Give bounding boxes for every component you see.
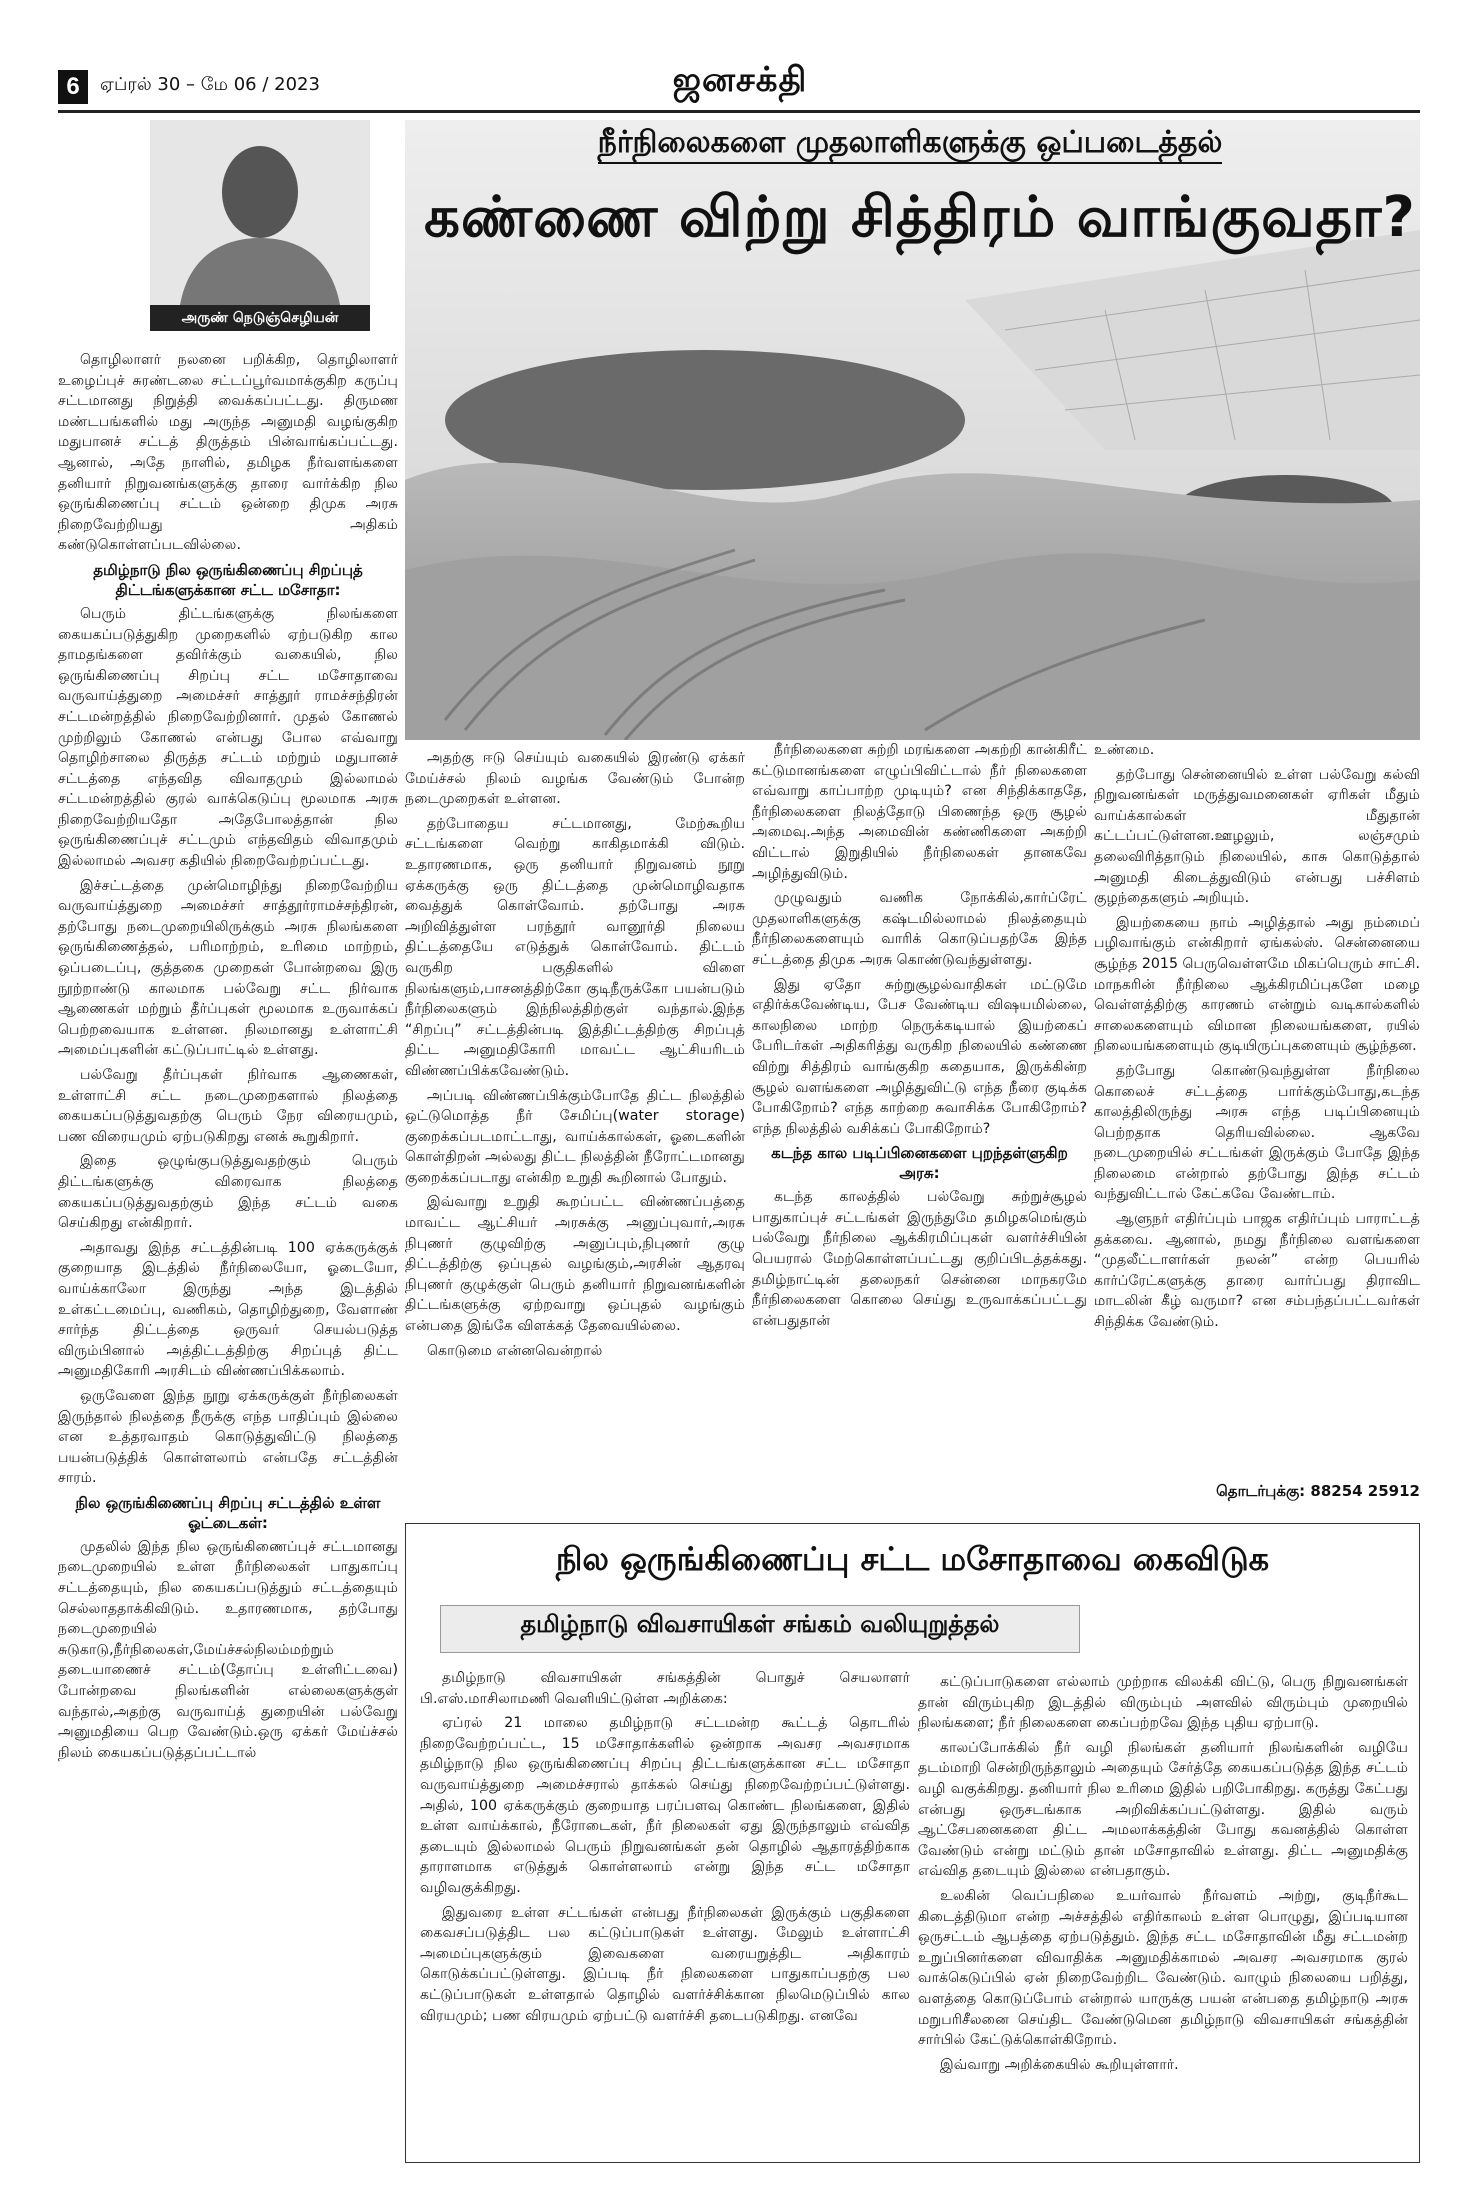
paragraph: முழுவதும் வணிக நோக்கில்,கார்ப்ரேட் முதலாளிகளுக்கு கஷ்டமில்லாமல் நிலத்தையும் நீர்நிலைகளையும் வாரிக் கொடுப்பதற்கே இந்த சட்டத்தை திமுக அரசு கொண்டுவந்துள்ளது. [752,890,1087,968]
sidebar-article-headline: நில ஒருங்கிணைப்பு சட்ட மசோதாவை கைவிடுக [555,1540,1270,1578]
paragraph: தற்போதைய சட்டமானது, மேற்கூறிய சட்டங்களை வெற்று காகிதமாக்கி விடும். உதாரணமாக, ஒரு தனியார் நிறுவனம் நூறு ஏக்கருக்கு ஒரு திட்டத்தை முன்மொழிவதாக வைத்துக் கொள்வோம். தற்போது அரசு அறிவித்துள்ள பரந்தூர் வானூர்தி நிலைய திட்டத்தையே எடுத்துக் கொள்வோம். திட்டம் வருகிற பகுதிகளில் விளை நிலங்களும்,பாசனத்திற்கோ குடிநீருக்கோ பயன்படும் நீர்நிலைகளும் இந்நிலத்திற்குள் வந்தால்.இந்த “சிறப்பு” சட்டத்தின்படி இத்திட்டத்திற்கு சிறப்புத் திட்ட அனுமதிகோரி மாவட்ட ஆட்சியரிடம் விண்ணப்பிக்கவேண்டும். [405,815,745,1079]
paragraph: அதாவது இந்த சட்டத்தின்படி 100 ஏக்கருக்குக் குறையாத இடத்தில் நீர்நிலையோ, ஓடையோ, வாய்க்காலோ இருந்து அந்த இடத்தில் உள்கட்டமைப்பு, வணிகம், தொழிற்துறை, வேளாண் சார்ந்த திட்டத்தை ஒருவர் செயல்படுத்த விரும்பினால் அத்திட்டத்திற்கு சிறப்புத் திட்ட அனுமதிகோரி அரசிடம் விண்ணப்பிக்கலாம். [58,1239,398,1380]
paragraph: கட்டுப்பாடுகளை எல்லாம் முற்றாக விலக்கி விட்டு, பெரு நிறுவனங்கள் தான் விரும்புகிற இடத்தில் விரும்பும் அளவில் விரும்பும் முறையில் நிலங்களை; நீர் நிலைகளை கைப்பற்றவே இந்த புதிய ஏற்பாடு. [918,1674,1408,1732]
paragraph: இயற்கையை நாம் அழித்தால் அது நம்மைப் பழிவாங்கும் என்கிறார் ஏங்கல்ஸ். சென்னையை சூழ்ந்த 2015 பெருவெள்ளமே மிகப்பெரும் சாட்சி. மாநகரின் நீர்நிலை ஆக்கிரமிப்புகளே மழை வெள்ளத்திற்கு காரணம் என்றும் வடிகால்களில் சாலைகளையும் விமான நிலையங்களை, ரயில் நிலையங்களையும் குடியிருப்புகளையும் சூழ்ந்தன. [1094,914,1420,1055]
sidebar-article-column-1 [420,1668,910,2156]
article-column-4 [1094,740,1420,1480]
paragraph: ஏப்ரல் 21 மாலை தமிழ்நாடு சட்டமன்ற கூட்டத் தொடரில் நிறைவேற்றப்பட்ட, 15 மசோதாக்களில் ஒன்றாக அவசர அவசரமாக தமிழ்நாடு நில ஒருங்கிணைப்பு சிறப்பு திட்டங்களுக்கான சட்ட மசோதா வருவாய்த்துறை அமைச்சரால் தாக்கல் செய்து நிறைவேற்றப்பட்டுள்ளது. அதில், 100 ஏக்கருக்கும் குறையாத பரப்பளவு கொண்ட நிலங்களை, இதில் உள்ள வாய்க்கால், நீரோடைகள், நீர் நிலைகள் ஏது இருந்தாலும் எவ்வித தடையும் இல்லாமல் பெரும் நிறுவனங்கள் தன் தொழில் ஆதாரத்திற்காக தாராளமாக எடுத்துக் கொள்ளலாம் என்று இந்த சட்ட மசோதா வழிவகுக்கிறது. [420,1715,910,1896]
paragraph: தொழிலாளர் நலனை பறிக்கிற, தொழிலாளர் உழைப்புச் சுரண்டலை சட்டப்பூர்வமாக்குகிற கருப்பு சட்டமானது நிறுத்தி வைக்கப்பட்டது. திருமண மண்டபங்களில் மது அருந்த அனுமதி வழங்குகிற மதுபானச் சட்டத் திருத்தம் பின்வாங்கப்பட்டது. ஆனால், அதே நாளில், தமிழக நீர்வளங்களை தனியார் நிறுவனங்களுக்கு தாரை வார்க்கிற நில ஒருங்கிணைப்பு சட்டம் ஒன்றை திமுக அரசு நிறைவேற்றியது அதிகம் கண்டுகொள்ளப்படவில்லை. [58,352,398,554]
author-name: அருண் நெடுஞ்செழியன் [150,305,370,331]
paragraph: அப்படி விண்ணப்பிக்கும்போதே திட்ட நிலத்தில் ஒட்டுமொத்த நீர் சேமிப்பு(water storage) குறைக்கப்படமாட்டாது, வாய்க்கால்கள், ஓடைகளின் கொள்திறன் அல்லது திட்ட நிலத்தின் நீரோட்டமானது குறைக்கப்படாது என்கிற உறுதி கூறினால் போதும். [405,1087,745,1186]
kicker-text: நீர்நிலைகளை முதலாளிகளுக்கு ஒப்படைத்தல் [598,125,1223,164]
article-column-1 [58,350,398,2150]
paragraph: அதற்கு ஈடு செய்யும் வகையில் இரண்டு ஏக்கர் மேய்ச்சல் நிலம் வழங்க வேண்டும் போன்ற நடைமுறைகள் உள்ளன. [405,750,745,808]
paragraph: தற்போது சென்னையில் உள்ள பல்வேறு கல்வி நிறுவனங்கள் மருத்துவமனைகள் ஏரிகள் மீதும் வாய்க்கால்கள் மீதுதான் கட்டப்பட்டுள்ளன.ஊழலும், லஞ்சமும் தலைவிரித்தாடும் நிலையில், காசு கொடுத்தால் அனுமதி கிடைத்துவிடும் என்பது பச்சிளம் குழந்தைகளும் அறியும். [1094,766,1420,907]
header-divider [58,110,1420,113]
sidebar-article-subheadline: தமிழ்நாடு விவசாயிகள் சங்கம் வலியுறுத்தல் [520,1610,1000,1638]
author-photo [150,120,370,305]
section-subhead: தமிழ்நாடு நில ஒருங்கிணைப்பு சிறப்புத் திட்டங்களுக்கான சட்ட மசோதா: [93,560,363,599]
paragraph: தற்போது கொண்டுவந்துள்ள நீர்நிலை கொலைச் சட்டத்தை பார்க்கும்போது,கடந்த காலத்திலிருந்து அரசு எந்த படிப்பினையும் பெற்றதாக தெரியவில்லை. ஆகவே நடைமுறையில் சட்டங்கள் இருக்கும் போதே இந்த நிலைமை என்றால் தற்போது இந்த சட்டம் வந்துவிட்டால் கேட்கவே வேண்டாம். [1094,1062,1420,1203]
author-contact: தொடர்புக்கு: 88254 25912 [1216,1482,1420,1500]
paragraph: ஒருவேளை இந்த நூறு ஏக்கருக்குள் நீர்நிலைகள் இருந்தால் நிலத்தை நீருக்கு எந்த பாதிப்பும் இல்லை என உத்தரவாதம் கொடுத்துவிட்டு நிலத்தை பயன்படுத்திக் கொள்ளலாம் என்பதே சட்டத்தின் சாரம். [58,1387,398,1487]
section-subhead: கடந்த கால படிப்பினைகளை புறந்தள்ளுகிற அரசு: [771,1144,1068,1183]
sidebar-article-column-2 [918,1672,1408,2156]
paragraph: நீர்நிலைகளை சுற்றி மரங்களை அகற்றி கான்கிரீட் கட்டுமானங்களை எழுப்பிவிட்டால் நீர் நிலைகளை எவ்வாறு காப்பாற்ற முடியும்? என சிந்திக்காததே, நீர்நிலைகளை நிலத்தோடு பிணைந்த ஒரு சூழல் அமைவு.அந்த அமைவின் கண்ணிகளை அகற்றி விட்டால் இறுதியில் நீர்நிலைகள் தானகவே அழிந்துவிடும். [752,742,1087,882]
masthead-title: ஜனசக்தி [672,60,808,100]
paragraph: பல்வேறு தீர்ப்புகள் நிர்வாக ஆணைகள், உள்ளாட்சி சட்ட நடைமுறைகளால் நிலத்தை கையகப்படுத்துவதற்கு பெரும் நேர விரையமும், பண விரையமும் ஏற்படுகிறது எனக் கூறுகிறார். [58,1067,398,1145]
paragraph: பெரும் திட்டங்களுக்கு நிலங்களை கையகப்படுத்துகிற முறைகளில் ஏற்படுகிற கால தாமதங்களை தவிர்க்கும் வகையில், நில ஒருங்கிணைப்பு சிறப்பு சட்ட மசோதாவை வருவாய்த்துறை அமைச்சர் சாத்தூர் ராமச்சந்திரன் சட்டமன்றத்தில் நிறைவேற்றினார். முதல் கோணல் முற்றிலும் கோணல் என்பது போல எவ்வாறு தொழிற்சாலை திருத்த சட்டம் மற்றும் மதுபானச் சட்டத்தை எந்தவித விவாதமும் இல்லாமல் சட்டமன்றத்தில் குரல் வாக்கெடுப்பு மூலமாக அரசு நிறைவேற்றியதோ அதேபோலத்தான் நில ஒருங்கிணைப்புச் சட்டமும் எந்தவிதம் விவாதமும் இல்லாமல் அவசர கதியில் நிறைவேற்றப்பட்டது. [58,605,398,870]
paragraph: கடந்த காலத்தில் பல்வேறு சுற்றுச்சூழல் பாதுகாப்புச் சட்டங்கள் இருந்துமே தமிழகமெங்கும் பல்வேறு நீர்நிலை ஆக்கிரமிப்புகள் வளர்ச்சியின் பெயரால் மேற்கொள்ளப்பட்டது குறிப்பிடத்தக்கது. தமிழ்நாட்டின் தலைநகர் சென்னை மாநகரமே நீர்நிலைகளை கொலை செய்து உருவாக்கப்பட்டது என்பதுதான் [752,1189,1087,1329]
paragraph: கொடுமை என்னவென்றால் [427,1342,603,1359]
paragraph: உண்மை. [1094,742,1155,758]
paragraph: காலப்போக்கில் நீர் வழி நிலங்கள் தனியார் நிலங்களின் வழியே தடம்மாறி சென்றிருந்தாலும் அதையும் சேர்த்தே கையகப்படுத்த இந்த சட்டம் வழி வகுக்கிறது. தனியார் நில உரிமை இதில் பறிபோகிறது. கருத்து கேட்பது என்பது ஒருசடங்காக அறிவிக்கப்பட்டுள்ளது. இதில் வரும் ஆட்சேபனைகளை திட்ட அமலாக்கத்தின் போது கவனத்தில் கொள்ள வேண்டும் என்று மட்டும் தான் மசோதாவில் உள்ளது. திட்ட அனுமதிக்கு எவ்வித தடையும் இல்லை என்பதாகும். [918,1739,1408,1880]
issue-date: ஏப்ரல் 30 – மே 06 / 2023 [100,74,320,95]
paragraph: இது ஏதோ சுற்றுசூழல்வாதிகள் மட்டுமே எதிர்க்கவேண்டிய, பேச வேண்டிய விஷயமில்லை, காலநிலை மாற்ற நெருக்கடியால் இயற்கைப் பேரிடர்கள் அதிகரித்து வருகிற நிலையில் கண்ணை விற்று சித்திரம் வாங்குகிற கதையாக, இருக்கின்ற சூழல் வளங்களை அழித்துவிட்டு எந்த நீரை குடிக்க போகிறோம்? எந்த காற்றை சுவாசிக்க போகிறோம்? எந்த நிலத்தில் வசிக்கப் போகிறோம்? [752,976,1087,1137]
paragraph: இவ்வாறு உறுதி கூறப்பட்ட விண்ணப்பத்தை மாவட்ட ஆட்சியர் அரசுக்கு அனுப்புவார்,அரசு நிபுணர் குழுவிற்கு அனுப்பும்,நிபுணர் குழு திட்டத்திற்கு ஒப்புதல் வழங்கும்,அரசின் ஆதரவு நிபுணர் குழுக்குள் பெரும் தனியார் நிறுவனங்களின் திட்டங்களுக்கு ஏற்றவாறு ஒப்புதல் வழங்கும் என்பதை இங்கே விளக்கத் தேவையில்லை. [405,1194,745,1335]
paragraph: முதலில் இந்த நில ஒருங்கிணைப்புச் சட்டமானது நடைமுறையில் உள்ள நீர்நிலைகள் பாதுகாப்பு சட்டத்தையும், நில கையகப்படுத்தும் சட்டத்தையும் செல்லாததாக்கிவிடும். உதாரணமாக, தற்போது நடைமுறையில் சுடுகாடு,நீர்நிலைகள்,மேய்ச்சல்நிலம்மற்றும் தடையாணைச் சட்டம்(தோப்பு உள்ளிட்டவை) போன்றவை நிலங்களின் எல்லைகளுக்குள் வந்தால்,அதற்கு வருவாய்த் துறையின் பல்வேறு அனுமதியை பெற வேண்டும்.ஒரு ஏக்கர் மேய்ச்சல் நிலம் கையகப்படுத்தப்பட்டால் [58,1538,398,1761]
page-number: 6 [58,70,88,104]
main-headline: கண்ணை விற்று சித்திரம் வாங்குவதா? [424,185,1416,250]
section-subhead: நில ஒருங்கிணைப்பு சிறப்பு சட்டத்தில் உள்ள ஓட்டைகள்: [75,1493,381,1532]
article-column-2 [405,748,745,1518]
article-column-3 [752,740,1087,1520]
paragraph: ஆளுநர் எதிர்ப்பும் பாஜக எதிர்ப்பும் பாராட்டத் தக்கவை. ஆனால், நமது நீர்நிலை வளங்களை “முதலீட்டாளர்கள் நலன்” என்ற பெயரில் கார்ப்ரேட்களுக்கு தாரை வார்ப்பது திராவிட மாடலின் கீழ் வருமா? என சம்பந்தப்பட்டவர்கள் சிந்திக்க வேண்டும். [1094,1211,1420,1331]
headline-kicker [480,125,1340,164]
paragraph: இவ்வாறு அறிக்கையில் கூறியுள்ளார். [940,2056,1179,2073]
paragraph: உலகின் வெப்பநிலை உயர்வால் நீர்வளம் அற்று, குடிநீர்கூட கிடைத்திடுமா என்ற அச்சத்தில் எதிர்காலம் உள்ள பொழுது, இப்படியான ஒருசட்டம் ஆபத்தை ஏற்படுத்தும். இந்த சட்ட மசோதாவின் மீது சட்டமன்ற உறுப்பினர்களை விவாதிக்க அனுமதிக்காமல் அவசர அவசரமாக குரல் வாக்கெடுப்பில் ஏன் நிறைவேற்றிட வேண்டும். வாழும் நிலையை பறித்து, வளத்தை கொடுப்போம் என்றால் யாருக்கு பயன் என்பதை தமிழ்நாடு அரசு மறுபரிசீலனை செய்திட வேண்டுமென தமிழ்நாடு விவசாயிகள் சங்கத்தின் சார்பில் கேட்டுக்கொள்கிறோம். [918,1887,1408,2049]
paragraph: இச்சட்டத்தை முன்மொழிந்து நிறைவேற்றிய வருவாய்த்துறை அமைச்சர் சாத்தூர்ராமச்சந்திரன், தற்போது நடைமுறையிலிருக்கும் அரசு நிலங்களை ஒருங்கிணைத்தல், பரிமாற்றம், உரிமை மாற்றம், ஒப்படைப்பு, குத்தகை முறைகள் போன்றவை இரு நூற்றாண்டு காலமாக பல்வேறு சட்ட நிர்வாக ஆணைகள் மற்றும் தீர்ப்புகள் மூலமாக உருவாக்கப் பெற்றவையாக உள்ளன. நிலமானது உள்ளாட்சி அமைப்புகளின் கட்டுப்பாட்டில் உள்ளது. [58,877,398,1059]
paragraph: தமிழ்நாடு விவசாயிகள் சங்கத்தின் பொதுச் செயலாளர் பி.எஸ்.மாசிலாமணி வெளியிட்டுள்ள அறிக்கை: [420,1670,910,1707]
paragraph: இதை ஒழுங்குபடுத்துவதற்கும் பெரும் திட்டங்களுக்கு விரைவாக நிலத்தை கையகப்படுத்துவதற்கும் இந்த சட்டம் வகை செய்கிறது என்கிறார். [58,1153,398,1232]
paragraph: இதுவரை உள்ள சட்டங்கள் என்பது நீர்நிலைகள் இருக்கும் பகுதிகளை கைவசப்படுத்திட பல கட்டுப்பாடுகள் உள்ளது. மேலும் உள்ளாட்சி அமைப்புகளுக்கும் இவைகளை வரையறுத்திட அதிகாரம் கொடுக்கப்பட்டுள்ளது. இப்படி நீர் நிலைகளை பாதுகாப்பதற்கு பல கட்டுப்பாடுகள் உள்ளதால் தொழில் வளர்ச்சிக்கான நிலமெடுப்பில் கால விரயமும்; பண விரயமும் ஏற்பட்டு வளர்ச்சி தடைபடுகிறது. எனவே [420,1904,910,2024]
